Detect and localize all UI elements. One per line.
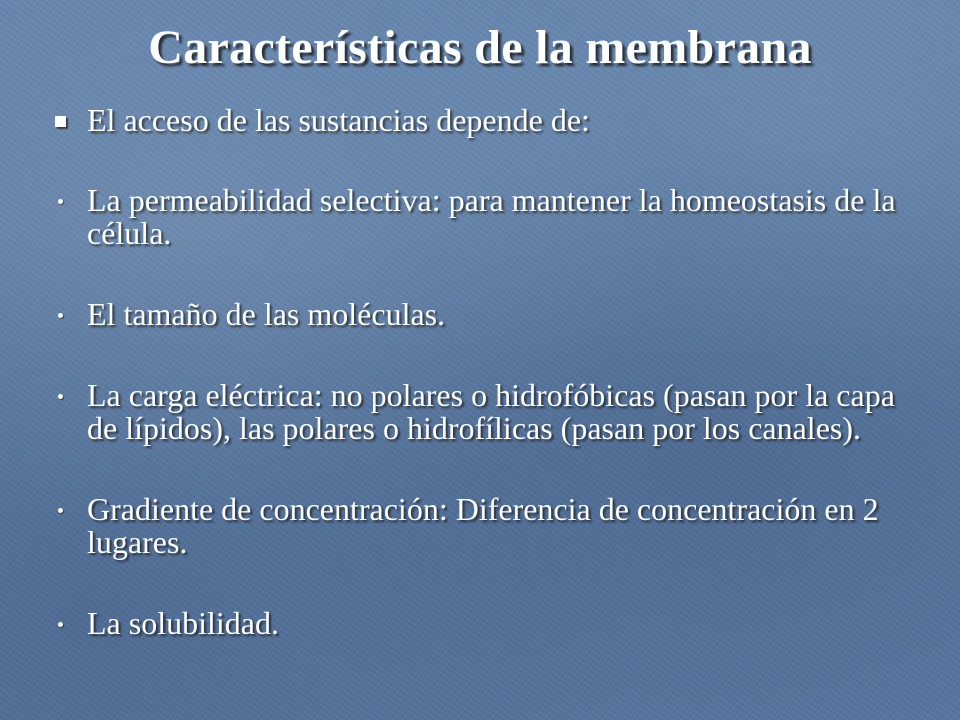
dot-bullet-icon bbox=[58, 394, 63, 399]
bullet-text: El tamaño de las moléculas. bbox=[87, 296, 446, 332]
bullet-text: La solubilidad. bbox=[87, 605, 279, 641]
bullet-item bbox=[52, 379, 912, 445]
square-bullet-icon bbox=[55, 116, 66, 127]
dot-bullet-icon bbox=[58, 313, 63, 318]
bullet-item bbox=[52, 493, 912, 559]
bullet-text: La carga eléctrica: no polares o hidrofóbicas (pasan por la capa de lípidos), las polares o hidrofílicas (pasan por los canales). bbox=[87, 377, 895, 446]
dot-bullet-icon bbox=[58, 199, 63, 204]
bullet-item bbox=[52, 607, 912, 640]
bullet-text: El acceso de las sustancias depende de: bbox=[87, 102, 590, 138]
bullet-item bbox=[52, 298, 912, 331]
bullet-item bbox=[52, 184, 912, 250]
bullet-text: Gradiente de concentración: Diferencia de concentración en 2 lugares. bbox=[87, 491, 879, 560]
bullet-item bbox=[52, 104, 912, 137]
dot-bullet-icon bbox=[58, 508, 63, 513]
slide-title: Características de la membrana bbox=[148, 21, 812, 74]
bullet-list bbox=[52, 104, 912, 640]
bullet-text: La permeabilidad selectiva: para mantener la homeostasis de la célula. bbox=[87, 182, 896, 251]
dot-bullet-icon bbox=[58, 622, 63, 627]
